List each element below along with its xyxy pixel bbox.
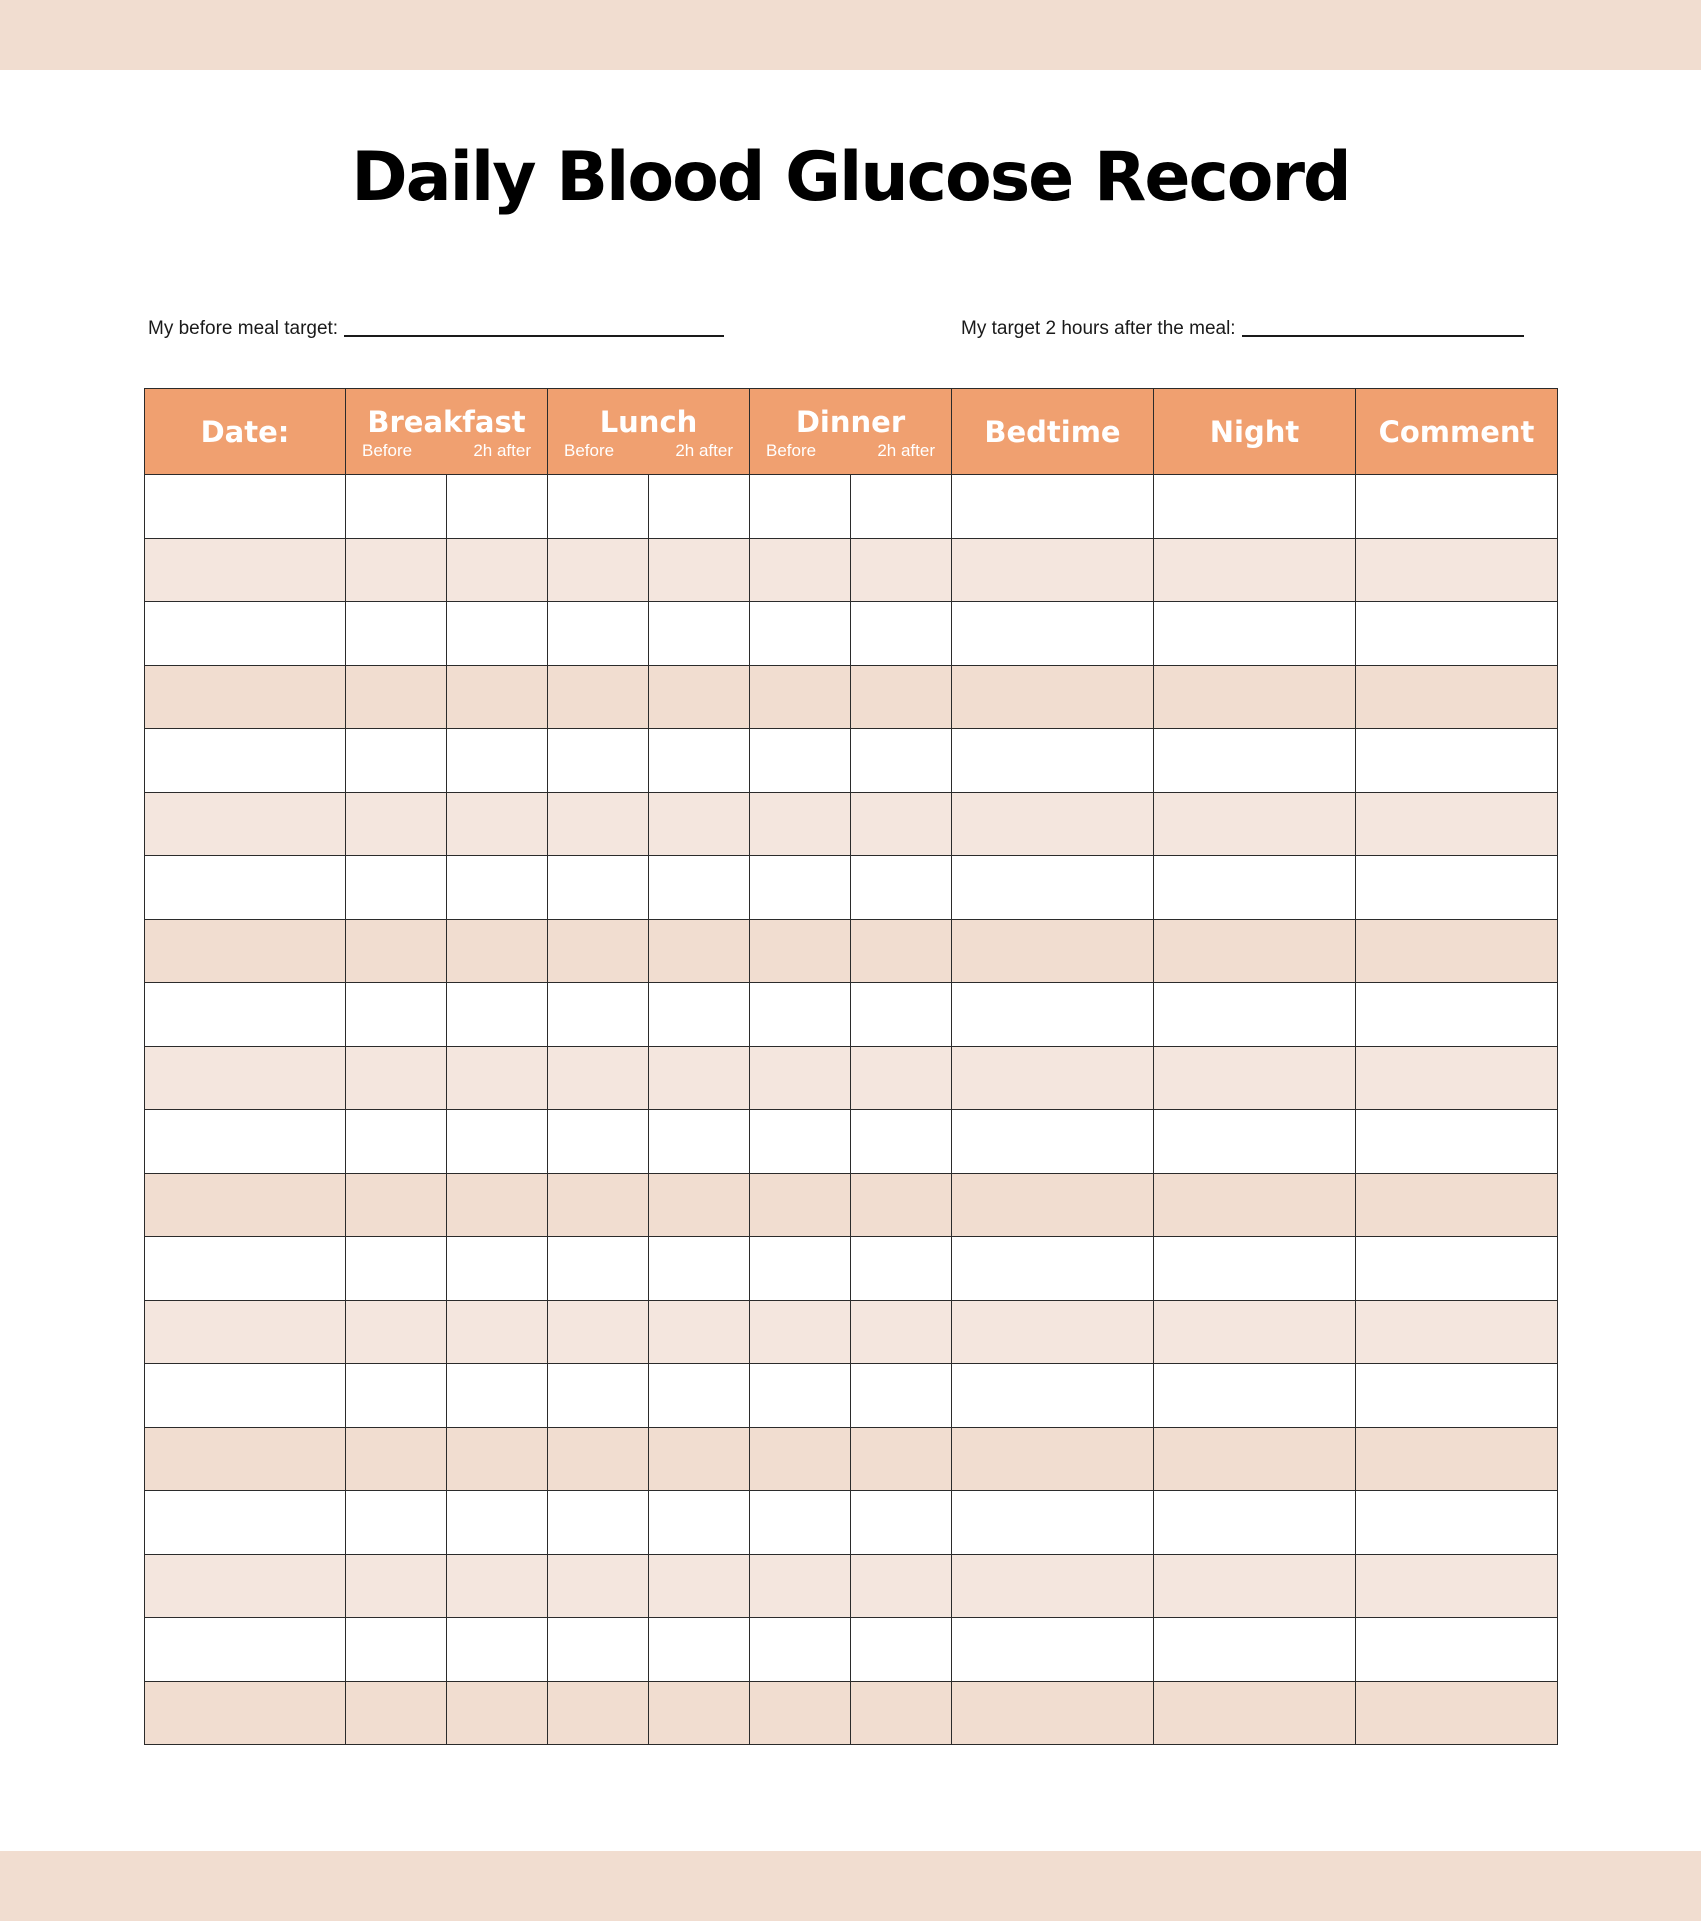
bedtime-cell[interactable] <box>952 1491 1154 1555</box>
bottom-band <box>0 1851 1701 1921</box>
dinner-after-cell[interactable] <box>851 792 952 856</box>
dinner-after-cell[interactable] <box>851 983 952 1047</box>
bedtime-cell[interactable] <box>952 1554 1154 1618</box>
dinner-before-cell[interactable] <box>750 475 851 539</box>
breakfast-before-cell[interactable] <box>346 602 447 666</box>
comment-cell[interactable] <box>1356 856 1558 920</box>
comment-cell[interactable] <box>1356 1173 1558 1237</box>
lunch-before-cell[interactable] <box>548 729 649 793</box>
dinner-after-cell[interactable] <box>851 1427 952 1491</box>
date-cell[interactable] <box>145 538 346 602</box>
dinner-before-cell[interactable] <box>750 1046 851 1110</box>
breakfast-after-cell[interactable] <box>447 1364 548 1428</box>
breakfast-after-cell[interactable] <box>447 538 548 602</box>
glucose-log-table <box>144 388 1558 1745</box>
dinner-before-cell[interactable] <box>750 1618 851 1682</box>
comment-cell[interactable] <box>1356 538 1558 602</box>
breakfast-before-cell[interactable] <box>346 983 447 1047</box>
breakfast-after-cell[interactable] <box>447 665 548 729</box>
date-cell[interactable] <box>145 1046 346 1110</box>
comment-cell[interactable] <box>1356 475 1558 539</box>
bedtime-cell[interactable] <box>952 1046 1154 1110</box>
comment-cell[interactable] <box>1356 602 1558 666</box>
breakfast-after-cell[interactable] <box>447 1173 548 1237</box>
lunch-after-cell[interactable] <box>649 729 750 793</box>
table-row <box>145 1618 1558 1682</box>
table-row <box>145 475 1558 539</box>
bedtime-cell[interactable] <box>952 1173 1154 1237</box>
dinner-before-label: Before <box>766 440 817 460</box>
breakfast-after-cell[interactable] <box>447 919 548 983</box>
breakfast-before-cell[interactable] <box>346 1237 447 1301</box>
night-cell[interactable] <box>1154 1173 1356 1237</box>
table-row <box>145 1046 1558 1110</box>
dinner-after-cell[interactable] <box>851 1046 952 1110</box>
breakfast-after-cell[interactable] <box>447 792 548 856</box>
comment-cell[interactable] <box>1356 1237 1558 1301</box>
dinner-after-cell[interactable] <box>851 475 952 539</box>
lunch-after-cell[interactable] <box>649 1110 750 1174</box>
date-cell[interactable] <box>145 983 346 1047</box>
lunch-before-cell[interactable] <box>548 792 649 856</box>
table-row <box>145 1491 1558 1555</box>
table-row <box>145 983 1558 1047</box>
before-meal-target-field <box>148 314 724 340</box>
breakfast-before-cell[interactable] <box>346 665 447 729</box>
breakfast-after-cell[interactable] <box>447 729 548 793</box>
bedtime-cell[interactable] <box>952 475 1154 539</box>
lunch-after-cell[interactable] <box>649 1173 750 1237</box>
date-cell[interactable] <box>145 1364 346 1428</box>
dinner-before-cell[interactable] <box>750 983 851 1047</box>
lunch-before-cell[interactable] <box>548 1554 649 1618</box>
lunch-after-label: 2h after <box>675 440 733 460</box>
date-cell[interactable] <box>145 792 346 856</box>
table-row <box>145 729 1558 793</box>
table-row <box>145 538 1558 602</box>
table-row <box>145 792 1558 856</box>
table-row <box>145 1110 1558 1174</box>
lunch-before-cell[interactable] <box>548 538 649 602</box>
night-cell[interactable] <box>1154 729 1356 793</box>
dinner-before-cell[interactable] <box>750 538 851 602</box>
night-cell[interactable] <box>1154 856 1356 920</box>
header-lunch-label: Lunch <box>599 404 698 439</box>
lunch-before-cell[interactable] <box>548 665 649 729</box>
breakfast-before-cell[interactable] <box>346 538 447 602</box>
dinner-before-cell[interactable] <box>750 665 851 729</box>
dinner-before-cell[interactable] <box>750 1681 851 1745</box>
header-lunch <box>548 389 750 475</box>
table-row <box>145 602 1558 666</box>
breakfast-before-cell[interactable] <box>346 1618 447 1682</box>
lunch-after-cell[interactable] <box>649 1681 750 1745</box>
dinner-before-cell[interactable] <box>750 1110 851 1174</box>
header-dinner-label: Dinner <box>795 404 906 439</box>
table-row <box>145 919 1558 983</box>
night-cell[interactable] <box>1154 665 1356 729</box>
comment-cell[interactable] <box>1356 1427 1558 1491</box>
comment-cell[interactable] <box>1356 919 1558 983</box>
table-row <box>145 1300 1558 1364</box>
lunch-before-cell[interactable] <box>548 1681 649 1745</box>
after-meal-target-field <box>961 314 1524 340</box>
table-row <box>145 1681 1558 1745</box>
night-cell[interactable] <box>1154 1427 1356 1491</box>
dinner-after-cell[interactable] <box>851 665 952 729</box>
night-cell[interactable] <box>1154 1300 1356 1364</box>
lunch-after-cell[interactable] <box>649 1491 750 1555</box>
lunch-after-cell[interactable] <box>649 919 750 983</box>
comment-cell[interactable] <box>1356 1618 1558 1682</box>
breakfast-after-cell[interactable] <box>447 1427 548 1491</box>
breakfast-before-cell[interactable] <box>346 1173 447 1237</box>
date-cell[interactable] <box>145 856 346 920</box>
lunch-after-cell[interactable] <box>649 602 750 666</box>
night-cell[interactable] <box>1154 538 1356 602</box>
after-meal-target-label: My target 2 hours after the meal: <box>961 318 1236 339</box>
lunch-after-cell[interactable] <box>649 1554 750 1618</box>
night-cell[interactable] <box>1154 602 1356 666</box>
date-cell[interactable] <box>145 1300 346 1364</box>
dinner-before-cell[interactable] <box>750 1300 851 1364</box>
table-header-row <box>145 389 1558 475</box>
lunch-after-cell[interactable] <box>649 1300 750 1364</box>
lunch-after-cell[interactable] <box>649 538 750 602</box>
date-cell[interactable] <box>145 1681 346 1745</box>
dinner-after-cell[interactable] <box>851 1364 952 1428</box>
after-meal-target-input[interactable] <box>1242 315 1524 337</box>
bedtime-cell[interactable] <box>952 538 1154 602</box>
night-cell[interactable] <box>1154 475 1356 539</box>
lunch-before-cell[interactable] <box>548 919 649 983</box>
dinner-before-cell[interactable] <box>750 1173 851 1237</box>
dinner-after-cell[interactable] <box>851 1237 952 1301</box>
lunch-after-cell[interactable] <box>649 1427 750 1491</box>
breakfast-after-cell[interactable] <box>447 1681 548 1745</box>
bedtime-cell[interactable] <box>952 856 1154 920</box>
lunch-before-cell[interactable] <box>548 1046 649 1110</box>
dinner-after-cell[interactable] <box>851 856 952 920</box>
date-cell[interactable] <box>145 919 346 983</box>
dinner-after-cell[interactable] <box>851 1681 952 1745</box>
breakfast-after-cell[interactable] <box>447 1237 548 1301</box>
dinner-before-cell[interactable] <box>750 602 851 666</box>
top-band <box>0 0 1701 70</box>
before-meal-target-label: My before meal target: <box>148 318 339 339</box>
page-title: Daily Blood Glucose Record <box>351 138 1350 217</box>
date-cell[interactable] <box>145 602 346 666</box>
dinner-before-cell[interactable] <box>750 1491 851 1555</box>
lunch-after-cell[interactable] <box>649 665 750 729</box>
breakfast-before-cell[interactable] <box>346 919 447 983</box>
comment-cell[interactable] <box>1356 1300 1558 1364</box>
breakfast-before-cell[interactable] <box>346 475 447 539</box>
bedtime-cell[interactable] <box>952 1300 1154 1364</box>
breakfast-before-cell[interactable] <box>346 1046 447 1110</box>
header-night: Night <box>1154 389 1356 475</box>
dinner-after-cell[interactable] <box>851 1300 952 1364</box>
night-cell[interactable] <box>1154 1110 1356 1174</box>
bedtime-cell[interactable] <box>952 1237 1154 1301</box>
breakfast-before-cell[interactable] <box>346 1681 447 1745</box>
comment-cell[interactable] <box>1356 665 1558 729</box>
dinner-after-cell[interactable] <box>851 1110 952 1174</box>
breakfast-before-cell[interactable] <box>346 792 447 856</box>
dinner-after-cell[interactable] <box>851 602 952 666</box>
lunch-before-cell[interactable] <box>548 1173 649 1237</box>
lunch-before-cell[interactable] <box>548 983 649 1047</box>
table-row <box>145 1364 1558 1428</box>
header-breakfast <box>346 389 548 475</box>
date-cell[interactable] <box>145 1491 346 1555</box>
bedtime-cell[interactable] <box>952 602 1154 666</box>
table-row <box>145 1554 1558 1618</box>
breakfast-after-label: 2h after <box>473 440 531 460</box>
lunch-before-label: Before <box>564 440 615 460</box>
breakfast-before-cell[interactable] <box>346 729 447 793</box>
dinner-after-cell[interactable] <box>851 1491 952 1555</box>
bedtime-cell[interactable] <box>952 1681 1154 1745</box>
lunch-before-cell[interactable] <box>548 1110 649 1174</box>
lunch-after-cell[interactable] <box>649 1618 750 1682</box>
header-date: Date: <box>145 389 346 475</box>
header-bedtime: Bedtime <box>952 389 1154 475</box>
breakfast-after-cell[interactable] <box>447 602 548 666</box>
bedtime-cell[interactable] <box>952 983 1154 1047</box>
lunch-before-cell[interactable] <box>548 1237 649 1301</box>
lunch-before-cell[interactable] <box>548 1427 649 1491</box>
night-cell[interactable] <box>1154 983 1356 1047</box>
comment-cell[interactable] <box>1356 1491 1558 1555</box>
date-cell[interactable] <box>145 665 346 729</box>
date-cell[interactable] <box>145 1110 346 1174</box>
breakfast-before-cell[interactable] <box>346 1300 447 1364</box>
dinner-after-cell[interactable] <box>851 1618 952 1682</box>
lunch-before-cell[interactable] <box>548 602 649 666</box>
comment-cell[interactable] <box>1356 792 1558 856</box>
night-cell[interactable] <box>1154 1618 1356 1682</box>
lunch-after-cell[interactable] <box>649 1237 750 1301</box>
dinner-before-cell[interactable] <box>750 919 851 983</box>
breakfast-after-cell[interactable] <box>447 1491 548 1555</box>
table-row <box>145 1173 1558 1237</box>
table-body <box>145 475 1558 1745</box>
comment-cell[interactable] <box>1356 729 1558 793</box>
lunch-after-cell[interactable] <box>649 1046 750 1110</box>
date-cell[interactable] <box>145 729 346 793</box>
comment-cell[interactable] <box>1356 1110 1558 1174</box>
table-row <box>145 665 1558 729</box>
breakfast-before-cell[interactable] <box>346 1427 447 1491</box>
breakfast-after-cell[interactable] <box>447 1046 548 1110</box>
breakfast-after-cell[interactable] <box>447 1110 548 1174</box>
breakfast-before-label: Before <box>362 440 413 460</box>
dinner-before-cell[interactable] <box>750 1364 851 1428</box>
lunch-after-cell[interactable] <box>649 792 750 856</box>
lunch-before-cell[interactable] <box>548 1300 649 1364</box>
night-cell[interactable] <box>1154 1046 1356 1110</box>
dinner-before-cell[interactable] <box>750 1427 851 1491</box>
dinner-after-cell[interactable] <box>851 538 952 602</box>
table-row <box>145 856 1558 920</box>
bedtime-cell[interactable] <box>952 1110 1154 1174</box>
lunch-before-cell[interactable] <box>548 1491 649 1555</box>
breakfast-after-cell[interactable] <box>447 856 548 920</box>
dinner-before-cell[interactable] <box>750 729 851 793</box>
bedtime-cell[interactable] <box>952 1364 1154 1428</box>
table-row <box>145 1237 1558 1301</box>
breakfast-after-cell[interactable] <box>447 983 548 1047</box>
breakfast-after-cell[interactable] <box>447 1618 548 1682</box>
lunch-after-cell[interactable] <box>649 1364 750 1428</box>
header-breakfast-label: Breakfast <box>367 404 526 439</box>
comment-cell[interactable] <box>1356 1364 1558 1428</box>
breakfast-before-cell[interactable] <box>346 1110 447 1174</box>
bedtime-cell[interactable] <box>952 792 1154 856</box>
breakfast-before-cell[interactable] <box>346 1491 447 1555</box>
lunch-before-cell[interactable] <box>548 856 649 920</box>
before-meal-target-input[interactable] <box>344 315 724 337</box>
date-cell[interactable] <box>145 1618 346 1682</box>
bedtime-cell[interactable] <box>952 1618 1154 1682</box>
lunch-before-cell[interactable] <box>548 1364 649 1428</box>
dinner-after-cell[interactable] <box>851 1554 952 1618</box>
dinner-before-cell[interactable] <box>750 856 851 920</box>
comment-cell[interactable] <box>1356 1046 1558 1110</box>
dinner-after-cell[interactable] <box>851 729 952 793</box>
comment-cell[interactable] <box>1356 1554 1558 1618</box>
dinner-after-cell[interactable] <box>851 919 952 983</box>
bedtime-cell[interactable] <box>952 919 1154 983</box>
bedtime-cell[interactable] <box>952 729 1154 793</box>
night-cell[interactable] <box>1154 1491 1356 1555</box>
date-cell[interactable] <box>145 475 346 539</box>
header-comment: Comment <box>1356 389 1558 475</box>
dinner-after-cell[interactable] <box>851 1173 952 1237</box>
date-cell[interactable] <box>145 1427 346 1491</box>
night-cell[interactable] <box>1154 1364 1356 1428</box>
lunch-before-cell[interactable] <box>548 1618 649 1682</box>
dinner-before-cell[interactable] <box>750 1237 851 1301</box>
lunch-after-cell[interactable] <box>649 983 750 1047</box>
header-dinner <box>750 389 952 475</box>
lunch-after-cell[interactable] <box>649 475 750 539</box>
breakfast-after-cell[interactable] <box>447 1300 548 1364</box>
night-cell[interactable] <box>1154 792 1356 856</box>
breakfast-before-cell[interactable] <box>346 856 447 920</box>
comment-cell[interactable] <box>1356 983 1558 1047</box>
night-cell[interactable] <box>1154 1554 1356 1618</box>
night-cell[interactable] <box>1154 1681 1356 1745</box>
date-cell[interactable] <box>145 1554 346 1618</box>
breakfast-after-cell[interactable] <box>447 1554 548 1618</box>
bedtime-cell[interactable] <box>952 1427 1154 1491</box>
bedtime-cell[interactable] <box>952 665 1154 729</box>
dinner-before-cell[interactable] <box>750 792 851 856</box>
dinner-after-label: 2h after <box>877 440 935 460</box>
table-row <box>145 1427 1558 1491</box>
breakfast-before-cell[interactable] <box>346 1554 447 1618</box>
night-cell[interactable] <box>1154 919 1356 983</box>
date-cell[interactable] <box>145 1173 346 1237</box>
breakfast-after-cell[interactable] <box>447 475 548 539</box>
lunch-before-cell[interactable] <box>548 475 649 539</box>
lunch-after-cell[interactable] <box>649 856 750 920</box>
comment-cell[interactable] <box>1356 1681 1558 1745</box>
dinner-before-cell[interactable] <box>750 1554 851 1618</box>
date-cell[interactable] <box>145 1237 346 1301</box>
breakfast-before-cell[interactable] <box>346 1364 447 1428</box>
night-cell[interactable] <box>1154 1237 1356 1301</box>
